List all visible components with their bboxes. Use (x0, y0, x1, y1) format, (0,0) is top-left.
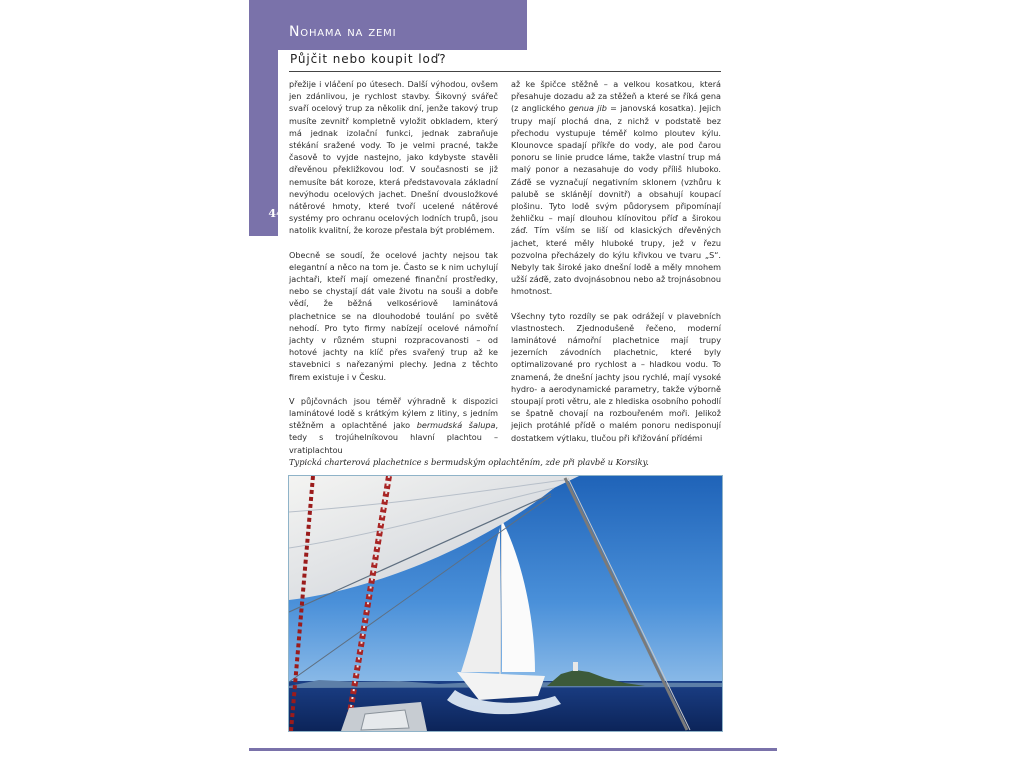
emphasized-term: genua jib (568, 103, 607, 114)
paragraph (511, 310, 721, 444)
text-column-right (511, 78, 721, 444)
paragraph-text: V půjčovnách jsou téměř výhradně k dispozici laminátové lodě s krátkým kýlem z litiny, s jedním stěžněm a oplachtěné jako (289, 395, 498, 431)
paragraph-text: Obecně se soudí, že ocelové jachty nejsou tak elegantní a něco na tom je. Často se k nim uchylují jachtaři, kteří mají omezené finanční prostředky, nebo se chystají dát vale životu na souši a dobře vědí, že běžná velkosériově laminátová plachetnice se na dlouhodobé toulání po světě nehodí. Pro tyto firmy nabízejí ocelové námořní jachty v různém stupni rozpracovanosti – od hotové jachty na klíč přes svařený trup až ke stavebnici s nařezanými plechy. Jedna z těchto firem existuje i v Česku. (289, 249, 498, 382)
emphasized-term: bermudská šalupa (416, 420, 496, 431)
paragraph (511, 78, 721, 298)
paragraph-text: , tedy s trojúhelníkovou hlavní plachtou – vratiplachtou (289, 420, 499, 455)
paragraph-text: přežije i vláčení po útesech. Další výhodou, ovšem jen zdánlivou, je rychlost stavby. Šikovný svářeč svaří ocelový trup za několik dní, jenže takový trup musíte zevnitř kompletně vyložit obkladem, který má jednak izolační funkci, jednak zabraňuje stékání sražené vody. To je velmi pracné, takže časově to vyjde nastejno, jako kdybyste stavěli dřevěnou překližkovou loď. V současnosti se již nemusíte bát koroze, která představovala základní nevýhodu ocelových jachet. Dnešní dvousložkové nátěrové hmoty, které tvoří ucelené nátěrové systémy pro ochranu ocelových lodních trupů, jsou natolik kvalitní, že koroze přestala být problémem. (289, 79, 498, 236)
book-page (249, 0, 777, 768)
section-subtitle: Půjčit nebo koupit loď? (290, 52, 447, 66)
sailing-photo (288, 475, 723, 732)
paragraph (289, 395, 498, 456)
page-number: 44 (268, 207, 284, 220)
paragraph (289, 78, 498, 237)
paragraph-text: Všechny tyto rozdíly se pak odrážejí v plavebních vlastnostech. Zjednodušeně řečeno, moderní laminátové námořní plachetnice mají trupy jezerních závodních plachetnic, které byly optimalizované pro rychlost a – hladkou vodu. To znamená, že dnešní jachty jsou rychlé, mají vysoké hydro- a aerodynamické parametry, takže výborně stoupají proti větru, ale z hlediska osobního pohodlí se špatně chovají na rozbouřeném moři. Jelikož jejich protáhlé přídě o malém ponoru nedisponují dostatkem výtlaku, tlučou při křižování přídémi (511, 310, 721, 443)
paragraph-text: = janovská kosatka). Jejich trupy mají plochá dna, z nichž v podstatě bez přechodu vystupuje téměř kolmo ploutev kýlu. Klounovce spadají příkře do vody, ale pod čarou ponoru se linie prudce láme, takže vlastní trup má malý ponor a nezasahuje do vody příliš hluboko. Záďě se vyznačují negativním sklonem (vzhůru k palubě se sklánějí dovnitř) a obsahují koupací plošinu. Tyto lodě svým půdorysem připomínají žehličku – mají dlouhou klínovitou příď a širokou záď. Tím vším se liší od klasických dřevěných jachet, které měly hluboké trupy, jež v řezu pozvolna přecházely do kýlu křivkou ve tvaru „S“. Nebyly tak široké jako dnešní lodě a měly mnohem užší záďě, zato dvojnásobnou nebo až trojnásobnou hmotnost. (511, 103, 722, 297)
chapter-header-band (249, 0, 527, 50)
sailing-photo-illustration (289, 476, 722, 731)
paragraph-text: až ke špičce stěžně – a velkou kosatkou, která přesahuje dozadu až za stěžeň a které se říká gena (z anglického (511, 79, 721, 114)
paragraph (289, 249, 498, 383)
text-column-left (289, 78, 498, 456)
footer-rule (249, 748, 777, 751)
subtitle-divider (289, 71, 721, 72)
figure-caption: Typická charterová plachetnice s bermudským oplachtěním, zde při plavbě u Korsiky. (289, 457, 649, 467)
lighthouse (573, 662, 578, 671)
chapter-title: Nohama na zemi (289, 24, 397, 40)
